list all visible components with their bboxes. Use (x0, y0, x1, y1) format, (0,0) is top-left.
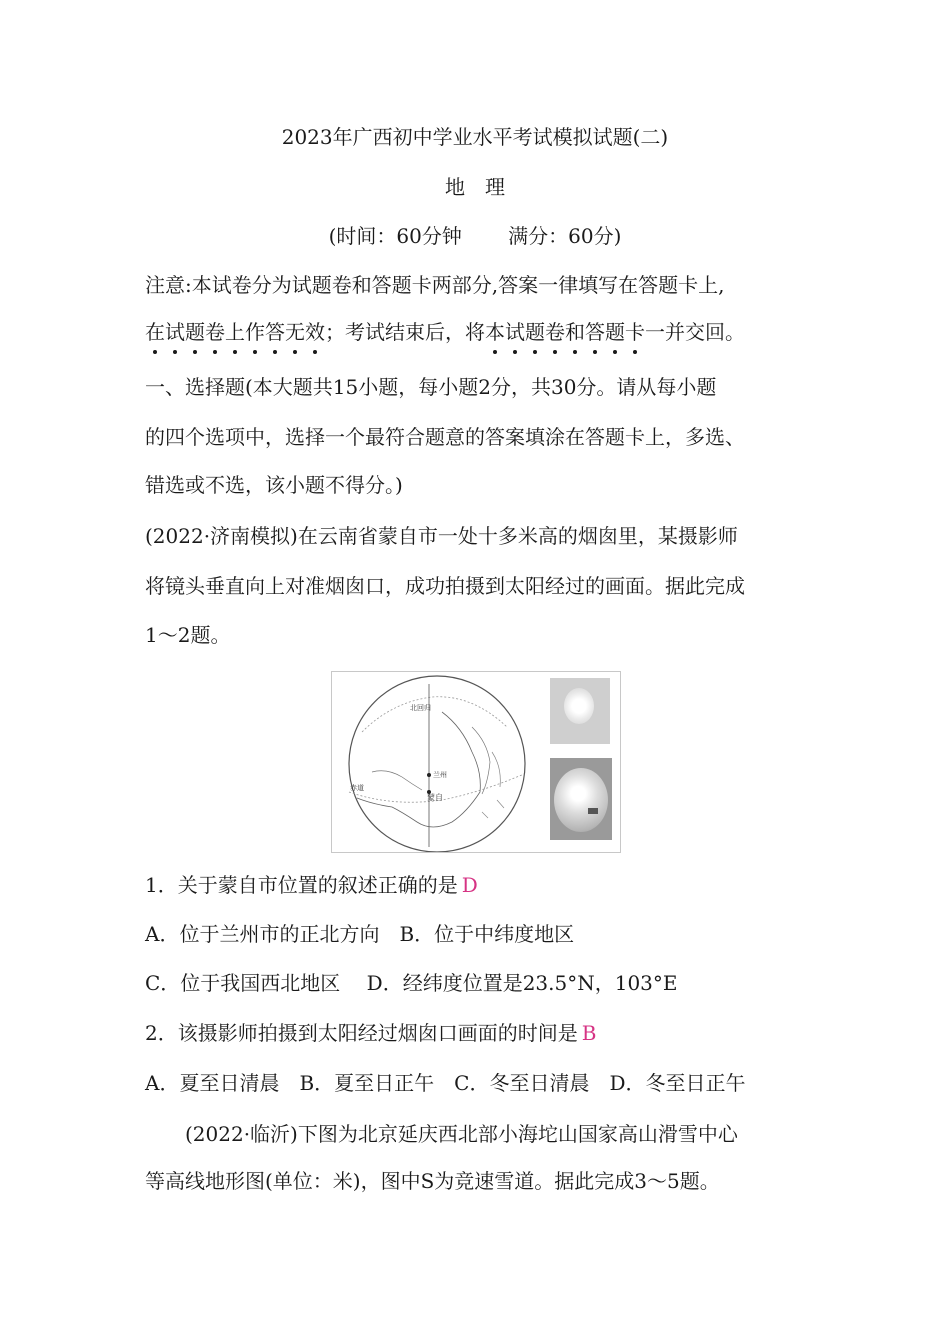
section-1-line-2: 的四个选项中，选择一个最符合题意的答案填涂在答题卡上，多选、 (145, 425, 745, 449)
question-2-options: A．夏至日清晨 B．夏至日正午 C．冬至日清晨 D．冬至日正午 (145, 1071, 746, 1095)
time-info: (时间：60分钟 满分：60分) (328, 224, 622, 248)
section-1-line-1: 一、选择题(本大题共15小题，每小题2分，共30分。请从每小题 (145, 375, 717, 399)
passage-1-line-1: (2022·济南模拟)在云南省蒙自市一处十多米高的烟囱里，某摄影师 (145, 524, 738, 548)
label-mengzi: 蒙自 (427, 793, 443, 802)
notice-line-1: 注意:本试卷分为试题卷和答题卡两部分,答案一律填写在答题卡上, (145, 273, 725, 297)
question-1-options-cd: C．位于我国西北地区 D．经纬度位置是23.5°N，103°E (145, 971, 678, 995)
question-1-options-ab: A．位于兰州市的正北方向 B．位于中纬度地区 (145, 922, 575, 946)
question-2 (145, 1020, 596, 1046)
label-lanzhou: 兰州 (433, 771, 447, 779)
question-1 (145, 872, 478, 898)
label-tropic-of-cancer: 北回归 (410, 704, 431, 712)
chimney-sun-photo (550, 758, 612, 840)
sun-photo-1 (550, 678, 610, 744)
globe-figure (331, 671, 621, 853)
passage-1-line-3: 1～2题。 (145, 623, 231, 647)
notice-emphasis-2: 本试题卷和答题卡 (485, 320, 645, 344)
label-equator: 赤道 (350, 784, 364, 792)
question-2-stem: 2．该摄影师拍摄到太阳经过烟囱口画面的时间是 (145, 1021, 578, 1045)
notice-text-2: 一并交回。 (645, 320, 745, 344)
passage-2-line-2: 等高线地形图(单位：米)，图中S为竞速雪道。据此完成3～5题。 (145, 1169, 720, 1193)
notice-line-2 (145, 319, 745, 345)
exam-title: 2023年广西初中学业水平考试模拟试题(二) (281, 125, 669, 149)
section-1-line-3: 错选或不选，该小题不得分。) (145, 473, 403, 497)
notice-emphasis-1: 在试题卷上作答无效 (145, 320, 325, 344)
passage-2-line-1: (2022·临沂)下图为北京延庆西北部小海坨山国家高山滑雪中心 (185, 1122, 738, 1146)
question-1-stem: 1．关于蒙自市位置的叙述正确的是 (145, 873, 458, 897)
passage-1-line-2: 将镜头垂直向上对准烟囱口，成功拍摄到太阳经过的画面。据此完成 (145, 574, 745, 598)
question-1-answer: D (461, 873, 478, 897)
question-2-answer: B (581, 1021, 597, 1045)
notice-text-1: ；考试结束后，将 (325, 320, 485, 344)
subject-title: 地 理 (445, 175, 505, 199)
